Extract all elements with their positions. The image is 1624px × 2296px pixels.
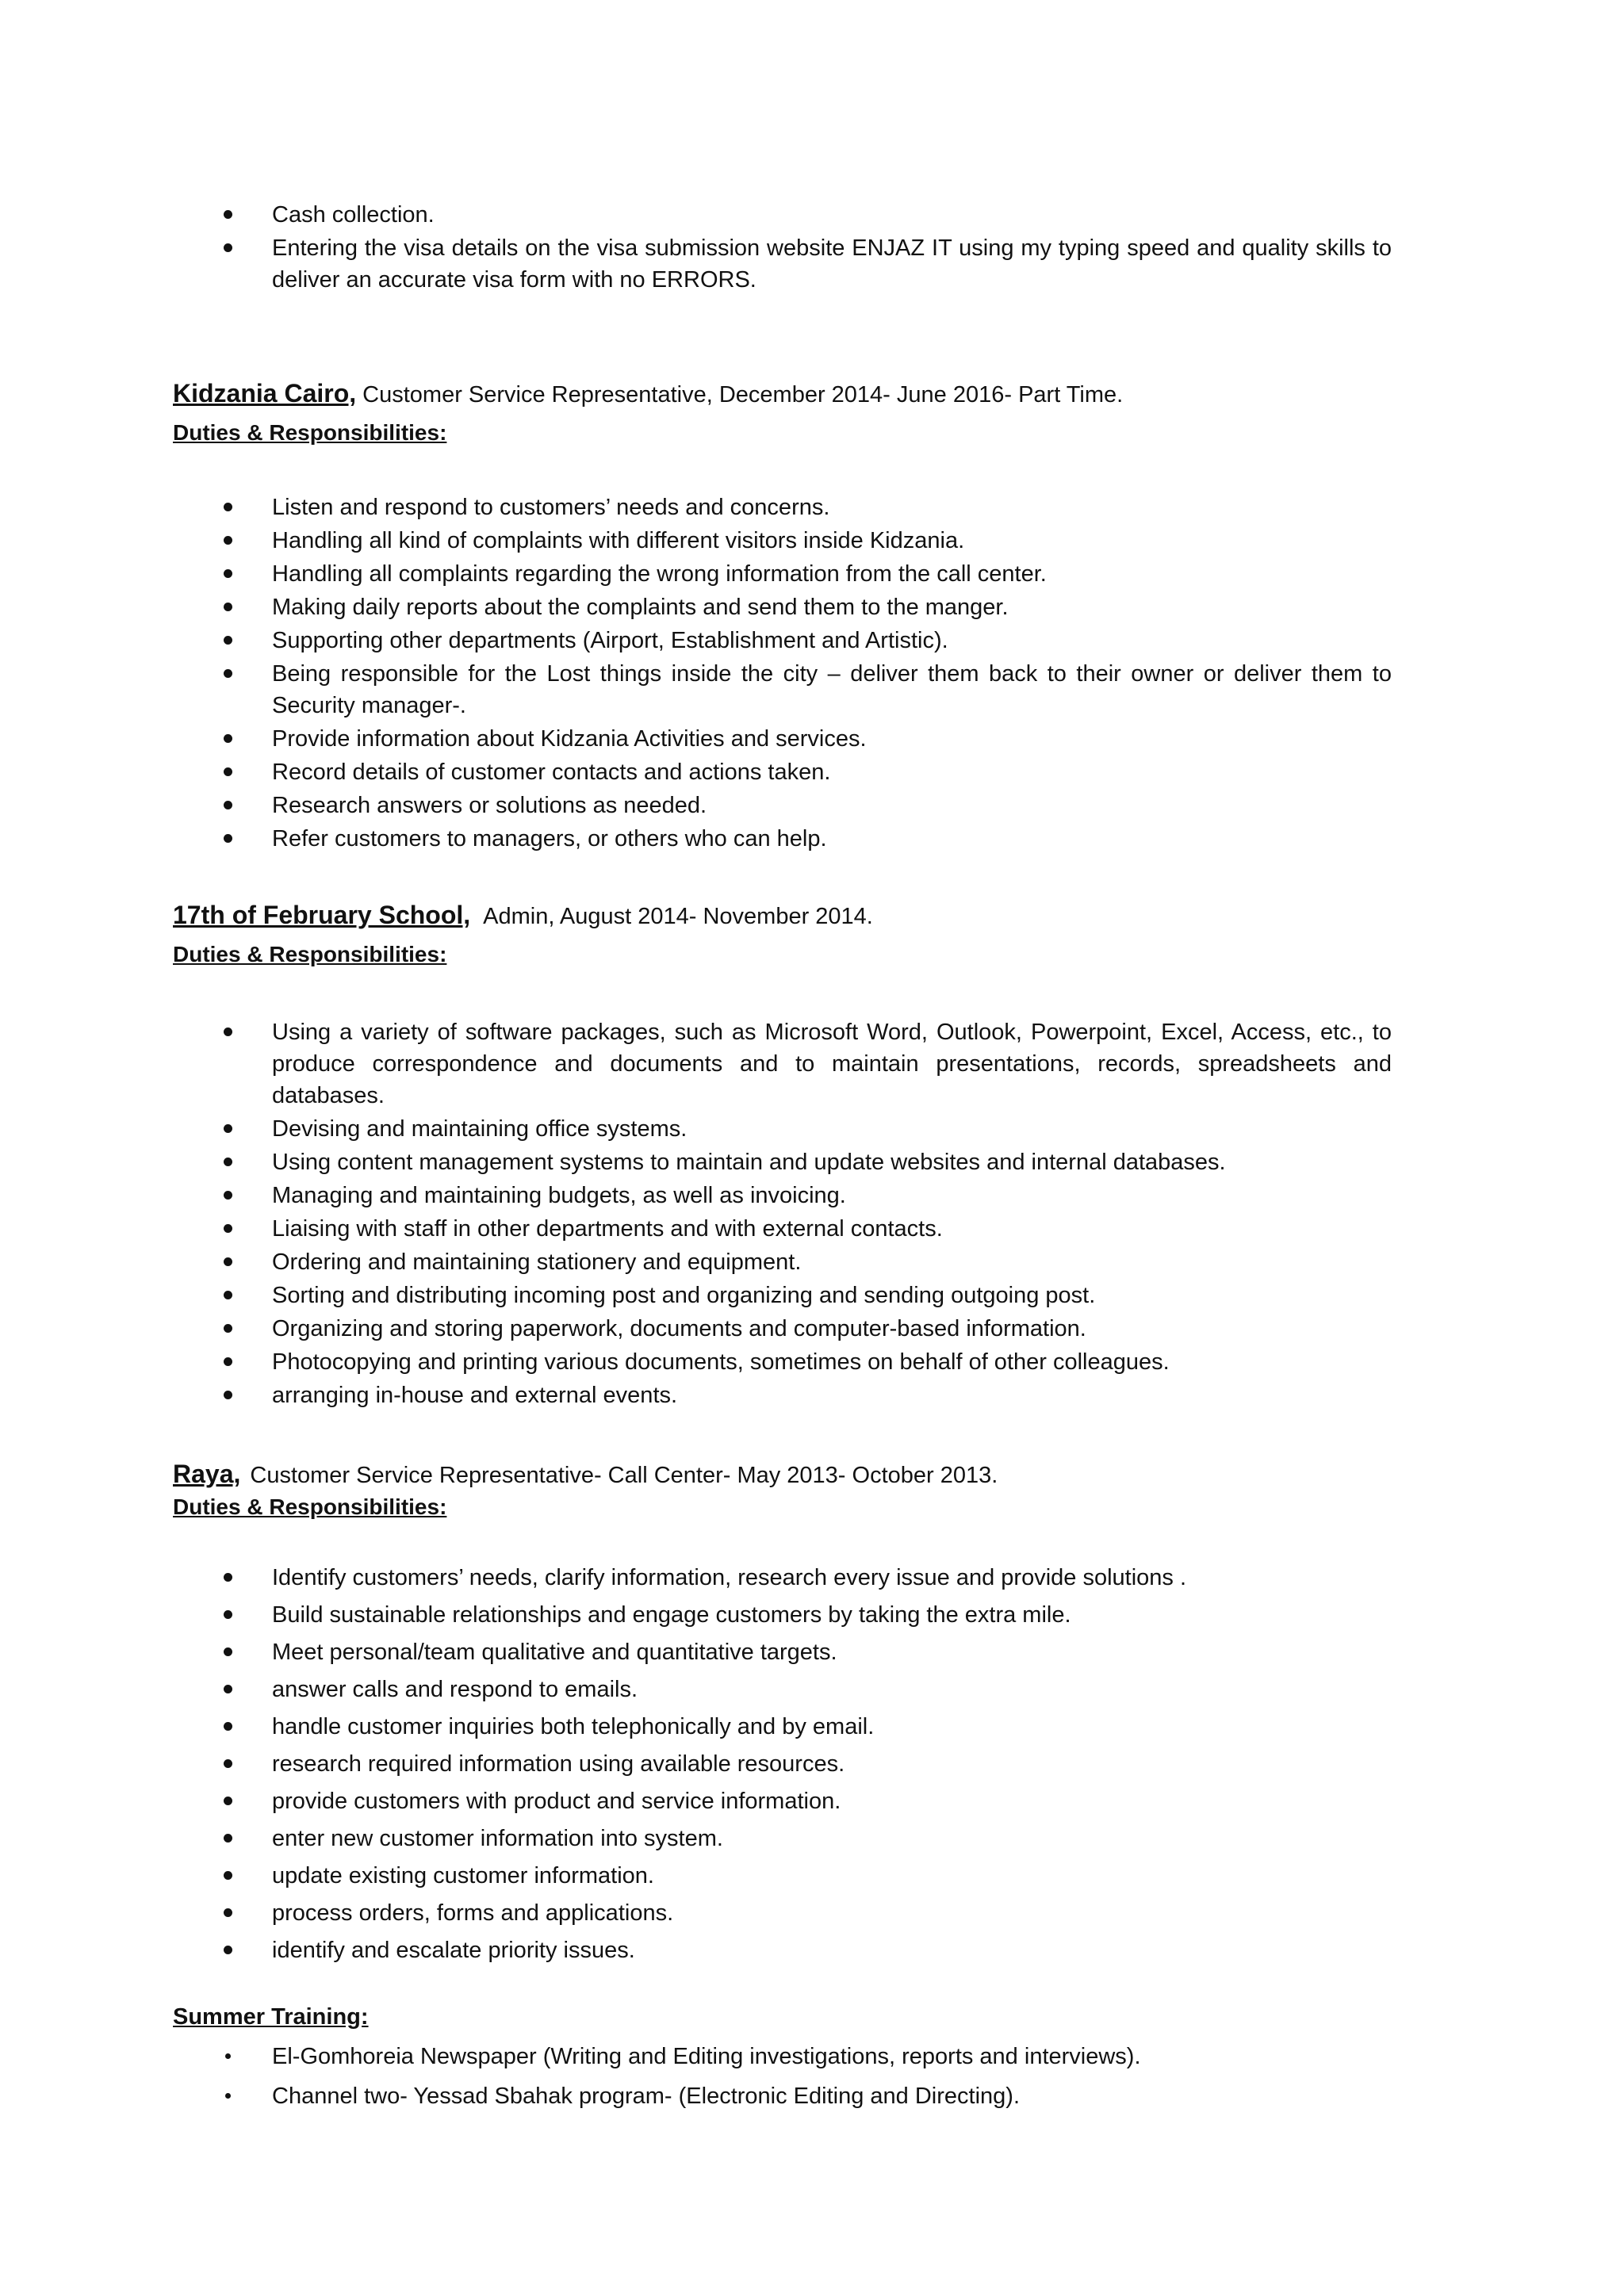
bullet-icon [224,243,232,252]
list-item: Devising and maintaining office systems. [0,1113,1392,1145]
company-name: Raya, [173,1460,241,1488]
bullet-icon [224,1722,232,1731]
bullet-icon [224,1391,232,1399]
bullet-icon [224,1908,232,1917]
list-item: process orders, forms and applications. [0,1897,1392,1929]
list-item: Being responsible for the Lost things inside the city – deliver them back to their owner or deliver them to Security manager-. [0,658,1392,721]
bullet-icon [224,1946,232,1954]
bullet-icon [224,1357,232,1366]
bullet-icon [224,1224,232,1233]
list-item: Sorting and distributing incoming post and organizing and sending outgoing post. [0,1280,1392,1311]
list-item: Build sustainable relationships and engage customers by taking the extra mile. [0,1599,1392,1631]
bullet-icon [224,569,232,578]
bullet-icon [224,669,232,678]
list-item: Photocopying and printing various documents, sometimes on behalf of other colleagues. [0,1346,1392,1378]
bullet-icon [224,1573,232,1582]
list-item: Refer customers to managers, or others who can help. [0,823,1392,855]
list-item: Identify customers’ needs, clarify information, research every issue and provide solutions . [0,1562,1392,1594]
list-item: Supporting other departments (Airport, Establishment and Artistic). [0,625,1392,656]
list-item: Managing and maintaining budgets, as well as invoicing. [0,1180,1392,1211]
intro-section [0,199,1624,296]
company-name: Kidzania Cairo, [173,379,357,408]
duties-heading: Duties & Responsibilities: [173,420,447,445]
list-item: provide customers with product and service information. [0,1785,1392,1817]
job-details: Customer Service Representative, December 2014- June 2016- Part Time. [362,382,1124,408]
job-details: Customer Service Representative- Call Center- May 2013- October 2013. [250,1463,998,1488]
list-item: identify and escalate priority issues. [0,1934,1392,1966]
list-item: El-Gomhoreia Newspaper (Writing and Editing investigations, reports and interviews). [0,2041,1392,2072]
bullet-icon [224,536,232,545]
list-item: answer calls and respond to emails. [0,1674,1392,1705]
list-item: Entering the visa details on the visa submission website ENJAZ IT using my typing speed and quality skills to deliver an accurate visa form with no ERRORS. [0,232,1392,296]
bullet-icon [224,1257,232,1266]
list-item: Listen and respond to customers’ needs and concerns. [0,492,1392,523]
bullet-icon [225,2053,231,2059]
bullet-icon [224,1610,232,1619]
bullet-icon [224,1834,232,1843]
job-title-school [173,899,873,932]
list-item: arranging in-house and external events. [0,1380,1392,1411]
bullet-icon [224,1871,232,1880]
job-details: Admin, August 2014- November 2014. [483,904,873,929]
list-item: Meet personal/team qualitative and quantitative targets. [0,1636,1392,1668]
bullet-icon [224,1027,232,1036]
bullet-icon [224,503,232,511]
list-item: Handling all kind of complaints with different visitors inside Kidzania. [0,525,1392,557]
list-item: Record details of customer contacts and actions taken. [0,756,1392,788]
job-title-kidzania [173,377,1123,411]
summer-training-list [0,2041,1624,2112]
kidzania-duties [0,492,1624,855]
summer-training [0,2041,1624,2112]
school-duties [0,1016,1624,1411]
list-item: enter new customer information into system. [0,1823,1392,1854]
bullet-icon [224,1291,232,1299]
list-item: Provide information about Kidzania Activities and services. [0,723,1392,755]
bullet-icon [224,1191,232,1200]
bullet-icon [224,1647,232,1656]
bullet-icon [224,1158,232,1166]
bullet-icon [224,834,232,843]
list-item: update existing customer information. [0,1860,1392,1892]
list-item: Cash collection. [0,199,1392,231]
list-item: Organizing and storing paperwork, documents and computer-based information. [0,1313,1392,1345]
bullet-icon [225,2093,231,2099]
list-item: Research answers or solutions as needed. [0,790,1392,821]
raya-duties-list [0,1562,1624,1966]
bullet-icon [224,1685,232,1693]
duties-heading: Duties & Responsibilities: [173,1494,447,1519]
bullet-icon [224,1324,232,1333]
list-item: Using content management systems to maintain and update websites and internal databases. [0,1146,1392,1178]
list-item: Channel two- Yessad Sbahak program- (Electronic Editing and Directing). [0,2080,1392,2112]
bullet-icon [224,603,232,611]
bullet-icon [224,210,232,219]
bullet-icon [224,801,232,809]
raya-duties [0,1562,1624,1966]
bullet-icon [224,734,232,743]
list-item: Handling all complaints regarding the wrong information from the call center. [0,558,1392,590]
bullet-icon [224,1797,232,1805]
list-item: Liaising with staff in other departments and with external contacts. [0,1213,1392,1245]
list-item: Using a variety of software packages, such as Microsoft Word, Outlook, Powerpoint, Excel, Access, etc., to produce correspondence and documents and to maintain presentations, records, spreadsheets and databases. [0,1016,1392,1112]
list-item: Making daily reports about the complaints and send them to the manger. [0,591,1392,623]
bullet-icon [224,636,232,645]
intro-list [0,199,1624,296]
list-item: research required information using available resources. [0,1748,1392,1780]
list-item: handle customer inquiries both telephonically and by email. [0,1711,1392,1743]
list-item: Ordering and maintaining stationery and equipment. [0,1246,1392,1278]
school-duties-list [0,1016,1624,1411]
job-title-raya [173,1458,998,1491]
bullet-icon [224,1124,232,1133]
summer-training-heading: Summer Training: [173,2004,369,2030]
kidzania-duties-list [0,492,1624,855]
bullet-icon [224,1759,232,1768]
duties-heading: Duties & Responsibilities: [173,942,447,966]
bullet-icon [224,767,232,776]
company-name: 17th of February School, [173,901,471,929]
